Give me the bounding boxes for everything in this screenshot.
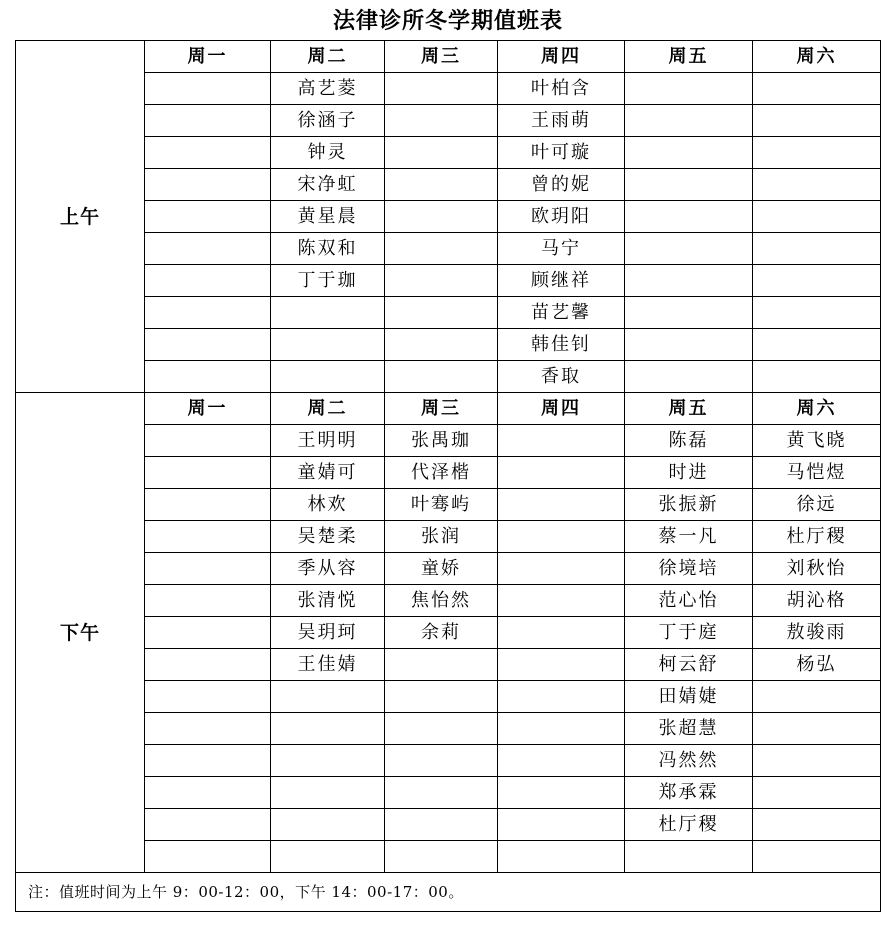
duty-cell: [145, 521, 271, 553]
duty-cell: 蔡一凡: [625, 521, 753, 553]
duty-cell: [753, 777, 881, 809]
duty-cell: [753, 841, 881, 873]
afternoon-period-label: 下午: [16, 393, 145, 873]
duty-cell: 王明明: [271, 425, 385, 457]
duty-cell: [625, 105, 753, 137]
duty-cell: 陈磊: [625, 425, 753, 457]
table-row: [16, 457, 881, 489]
duty-cell: [145, 201, 271, 233]
table-row: [16, 297, 881, 329]
duty-cell: 焦怡然: [385, 585, 498, 617]
table-row: [16, 809, 881, 841]
table-row: [16, 681, 881, 713]
duty-cell: [385, 169, 498, 201]
duty-cell: 张禺珈: [385, 425, 498, 457]
duty-cell: 吴玥珂: [271, 617, 385, 649]
duty-cell: [145, 681, 271, 713]
table-row: [16, 841, 881, 873]
table-row: [16, 489, 881, 521]
duty-cell: 马宁: [498, 233, 625, 265]
duty-cell: 叶可璇: [498, 137, 625, 169]
duty-cell: 徐境培: [625, 553, 753, 585]
duty-cell: [753, 233, 881, 265]
duty-cell: [385, 841, 498, 873]
table-row: [16, 425, 881, 457]
duty-cell: 敖骏雨: [753, 617, 881, 649]
duty-cell: 代泽楷: [385, 457, 498, 489]
duty-cell: 杨弘: [753, 649, 881, 681]
duty-cell: [753, 297, 881, 329]
duty-cell: [145, 297, 271, 329]
afternoon-day-header: 周二: [271, 393, 385, 425]
note-row: [16, 873, 881, 912]
table-row: [16, 745, 881, 777]
duty-cell: 黄飞晓: [753, 425, 881, 457]
duty-cell: [498, 489, 625, 521]
duty-cell: [625, 841, 753, 873]
duty-cell: 香取: [498, 361, 625, 393]
duty-cell: [271, 841, 385, 873]
table-row: [16, 105, 881, 137]
table-row: [16, 521, 881, 553]
duty-cell: [271, 713, 385, 745]
duty-cell: [271, 681, 385, 713]
duty-cell: [625, 265, 753, 297]
page-title: 法律诊所冬学期值班表: [332, 8, 563, 34]
table-row: [16, 201, 881, 233]
table-row: [16, 169, 881, 201]
afternoon-day-header: 周四: [498, 393, 625, 425]
duty-cell: [753, 681, 881, 713]
duty-cell: [145, 617, 271, 649]
duty-cell: 叶骞屿: [385, 489, 498, 521]
duty-cell: [385, 361, 498, 393]
morning-header-row: [16, 41, 881, 73]
duty-cell: 丁于珈: [271, 265, 385, 297]
table-row: [16, 137, 881, 169]
duty-cell: [625, 137, 753, 169]
morning-day-header: 周五: [625, 41, 753, 73]
duty-cell: [145, 841, 271, 873]
duty-cell: 余莉: [385, 617, 498, 649]
duty-cell: [625, 169, 753, 201]
duty-cell: [271, 329, 385, 361]
duty-cell: [385, 297, 498, 329]
duty-cell: [625, 73, 753, 105]
duty-cell: [498, 425, 625, 457]
table-row: [16, 617, 881, 649]
duty-cell: [385, 329, 498, 361]
duty-cell: 胡沁格: [753, 585, 881, 617]
duty-cell: [753, 169, 881, 201]
duty-cell: [498, 553, 625, 585]
afternoon-day-header: 周一: [145, 393, 271, 425]
duty-cell: 季从容: [271, 553, 385, 585]
duty-cell: 杜厅稷: [753, 521, 881, 553]
duty-cell: [145, 809, 271, 841]
duty-cell: [498, 841, 625, 873]
duty-cell: [385, 137, 498, 169]
duty-cell: 刘秋怡: [753, 553, 881, 585]
duty-cell: [385, 681, 498, 713]
duty-cell: [753, 713, 881, 745]
duty-cell: 宋净虹: [271, 169, 385, 201]
duty-cell: 王雨萌: [498, 105, 625, 137]
duty-cell: [145, 329, 271, 361]
duty-cell: 丁于庭: [625, 617, 753, 649]
duty-cell: [753, 329, 881, 361]
duty-cell: [145, 649, 271, 681]
duty-cell: [145, 457, 271, 489]
duty-cell: [385, 201, 498, 233]
duty-cell: 吴楚柔: [271, 521, 385, 553]
table-row: [16, 361, 881, 393]
duty-cell: [145, 585, 271, 617]
duty-cell: [145, 425, 271, 457]
duty-cell: [385, 713, 498, 745]
duty-cell: [145, 713, 271, 745]
duty-cell: [385, 105, 498, 137]
duty-cell: 范心怡: [625, 585, 753, 617]
duty-cell: [145, 137, 271, 169]
duty-cell: 张润: [385, 521, 498, 553]
table-row: [16, 649, 881, 681]
duty-cell: [271, 297, 385, 329]
duty-cell: [145, 73, 271, 105]
morning-day-header: 周三: [385, 41, 498, 73]
duty-cell: 林欢: [271, 489, 385, 521]
duty-time-note: 注：值班时间为上午 9：00-12：00，下午 14：00-17：00。: [16, 873, 881, 912]
duty-cell: 杜厅稷: [625, 809, 753, 841]
morning-day-header: 周一: [145, 41, 271, 73]
duty-cell: 柯云舒: [625, 649, 753, 681]
duty-cell: [753, 137, 881, 169]
duty-cell: [625, 297, 753, 329]
morning-period-label: 上午: [16, 41, 145, 393]
duty-cell: [145, 777, 271, 809]
duty-cell: [145, 489, 271, 521]
table-row: [16, 233, 881, 265]
duty-cell: [145, 361, 271, 393]
table-row: [16, 713, 881, 745]
duty-cell: [753, 265, 881, 297]
table-row: [16, 73, 881, 105]
duty-cell: [625, 361, 753, 393]
table-row: [16, 329, 881, 361]
duty-cell: 冯然然: [625, 745, 753, 777]
duty-cell: [385, 745, 498, 777]
duty-cell: 马恺煜: [753, 457, 881, 489]
duty-cell: [498, 521, 625, 553]
duty-cell: [385, 777, 498, 809]
duty-cell: 韩佳钊: [498, 329, 625, 361]
duty-cell: [385, 649, 498, 681]
duty-cell: 童娇: [385, 553, 498, 585]
duty-cell: [498, 617, 625, 649]
duty-cell: 郑承霖: [625, 777, 753, 809]
table-row: [16, 553, 881, 585]
duty-cell: 曾的妮: [498, 169, 625, 201]
duty-cell: [271, 809, 385, 841]
morning-day-header: 周二: [271, 41, 385, 73]
duty-cell: [145, 553, 271, 585]
duty-cell: [753, 809, 881, 841]
duty-cell: [498, 745, 625, 777]
duty-cell: 徐远: [753, 489, 881, 521]
duty-cell: 王佳婧: [271, 649, 385, 681]
duty-cell: [753, 745, 881, 777]
duty-cell: 欧玥阳: [498, 201, 625, 233]
duty-cell: [753, 361, 881, 393]
afternoon-day-header: 周六: [753, 393, 881, 425]
duty-cell: 钟灵: [271, 137, 385, 169]
table-row: [16, 585, 881, 617]
duty-schedule-table: [15, 40, 881, 912]
duty-cell: [498, 457, 625, 489]
duty-cell: 田婧婕: [625, 681, 753, 713]
duty-cell: 童婧可: [271, 457, 385, 489]
duty-cell: 高艺菱: [271, 73, 385, 105]
duty-cell: 徐涵子: [271, 105, 385, 137]
afternoon-day-header: 周三: [385, 393, 498, 425]
duty-cell: [753, 73, 881, 105]
duty-cell: [498, 713, 625, 745]
table-row: [16, 265, 881, 297]
duty-cell: [271, 777, 385, 809]
duty-cell: [385, 233, 498, 265]
duty-cell: 黄星晨: [271, 201, 385, 233]
duty-cell: [498, 681, 625, 713]
duty-cell: [625, 233, 753, 265]
duty-cell: [385, 73, 498, 105]
duty-cell: 张超慧: [625, 713, 753, 745]
duty-cell: 叶柏含: [498, 73, 625, 105]
duty-cell: [498, 777, 625, 809]
duty-cell: [145, 233, 271, 265]
duty-cell: [385, 265, 498, 297]
duty-cell: [271, 745, 385, 777]
duty-cell: [498, 649, 625, 681]
afternoon-header-row: [16, 393, 881, 425]
duty-cell: 张清悦: [271, 585, 385, 617]
duty-cell: [145, 105, 271, 137]
duty-cell: 苗艺馨: [498, 297, 625, 329]
morning-day-header: 周四: [498, 41, 625, 73]
morning-day-header: 周六: [753, 41, 881, 73]
duty-cell: [385, 809, 498, 841]
duty-cell: 顾继祥: [498, 265, 625, 297]
duty-cell: 陈双和: [271, 233, 385, 265]
duty-cell: 张振新: [625, 489, 753, 521]
table-row: [16, 777, 881, 809]
duty-cell: [753, 201, 881, 233]
duty-cell: [625, 329, 753, 361]
duty-cell: [498, 809, 625, 841]
duty-cell: [145, 169, 271, 201]
duty-cell: [271, 361, 385, 393]
duty-cell: [145, 265, 271, 297]
duty-cell: 时进: [625, 457, 753, 489]
afternoon-day-header: 周五: [625, 393, 753, 425]
duty-cell: [145, 745, 271, 777]
duty-cell: [498, 585, 625, 617]
duty-cell: [753, 105, 881, 137]
duty-cell: [625, 201, 753, 233]
